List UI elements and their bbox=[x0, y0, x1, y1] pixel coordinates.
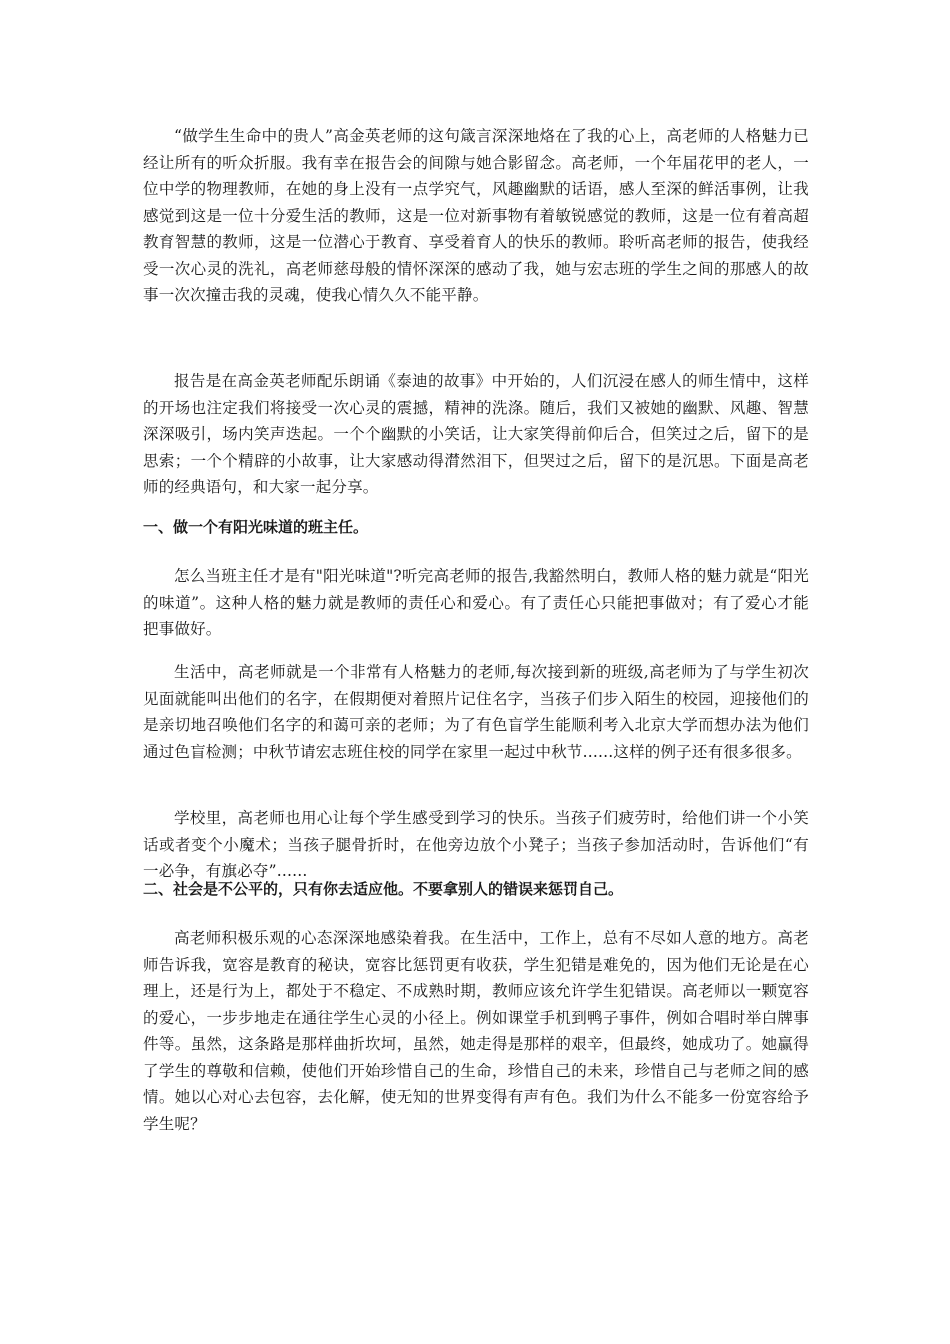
report-opening-paragraph: 报告是在高金英老师配乐朗诵《泰迪的故事》中开始的，人们沉浸在感人的师生情中，这样的开场也注定我们将接受一次心灵的震撼，精神的洗涤。随后，我们又被她的幽默、风趣、智慧深深吸引，场内笑声迭起。一个个幽默的小笑话，让大家笑得前仰后合，但笑过之后，留下的是思索；一个个精辟的小故事，让大家感动得潸然泪下，但哭过之后，留下的是沉思。下面是高老师的经典语句，和大家一起分享。 bbox=[143, 372, 809, 496]
life-examples-paragraph: 生活中，高老师就是一个非常有人格魅力的老师,每次接到新的班级,高老师为了与学生初次见面就能叫出他们的名字，在假期便对着照片记住名字，当孩子们步入陌生的校园，迎接他们的是亲切地召唤他们名字的和蔼可亲的老师；为了有色盲学生能顺利考入北京大学而想办法为他们通过色盲检测；中秋节请宏志班住校的同学在家里一起过中秋节......这样的例子还有很多很多。 bbox=[143, 663, 809, 761]
section-heading-1: 一、做一个有阳光味道的班主任。 bbox=[143, 518, 369, 536]
sunshine-paragraph: 怎么当班主任才是有"阳光味道"?听完高老师的报告,我豁然明白，教师人格的魅力就是“阳光的味道”。这种人格的魅力就是教师的责任心和爱心。有了责任心只能把事做对；有了爱心才能把事做好。 bbox=[143, 567, 809, 638]
tolerance-paragraph: 高老师积极乐观的心态深深地感染着我。在生活中，工作上，总有不尽如人意的地方。高老师告诉我，宽容是教育的秘诀，宽容比惩罚更有收获，学生犯错是难免的，因为他们无论是在心理上，还是行为上，都处于不稳定、不成熟时期，教师应该允许学生犯错误。高老师以一颗宽容的爱心，一步步地走在通往学生心灵的小径上。例如课堂手机到鸭子事件，例如合唱时举白牌事件等。虽然，这条路是那样曲折坎坷，虽然，她走得是那样的艰辛，但最终，她成功了。她赢得了学生的尊敬和信赖，使他们开始珍惜自己的生命，珍惜自己的未来，珍惜自己与老师之间的感情。她以心对心去包容，去化解，使无知的世界变得有声有色。我们为什么不能多一份宽容给予学生呢？ bbox=[143, 929, 809, 1133]
school-paragraph: 学校里，高老师也用心让每个学生感受到学习的快乐。当孩子们疲劳时，给他们讲一个小笑话或者变个小魔术；当孩子腿骨折时，在他旁边放个小凳子；当孩子参加活动时，告诉他们“有一必争，有旗必夺”...... bbox=[143, 809, 809, 880]
intro-paragraph: “做学生生命中的贵人”高金英老师的这句箴言深深地烙在了我的心上，高老师的人格魅力已经让所有的听众折服。我有幸在报告会的间隙与她合影留念。高老师，一个年届花甲的老人，一位中学的物理教师，在她的身上没有一点学究气，风趣幽默的话语，感人至深的鲜活事例，让我感觉到这是一位十分爱生活的教师，这是一位对新事物有着敏锐感觉的教师，这是一位有着高超教育智慧的教师，这是一位潜心于教育、享受着育人的快乐的教师。聆听高老师的报告，使我经受一次心灵的洗礼，高老师慈母般的情怀深深的感动了我，她与宏志班的学生之间的那感人的故事一次次撞击我的灵魂，使我心情久久不能平静。 bbox=[143, 127, 809, 304]
section-heading-2: 二、社会是不公平的，只有你去适应他。不要拿别人的错误来惩罚自己。 bbox=[143, 880, 624, 898]
